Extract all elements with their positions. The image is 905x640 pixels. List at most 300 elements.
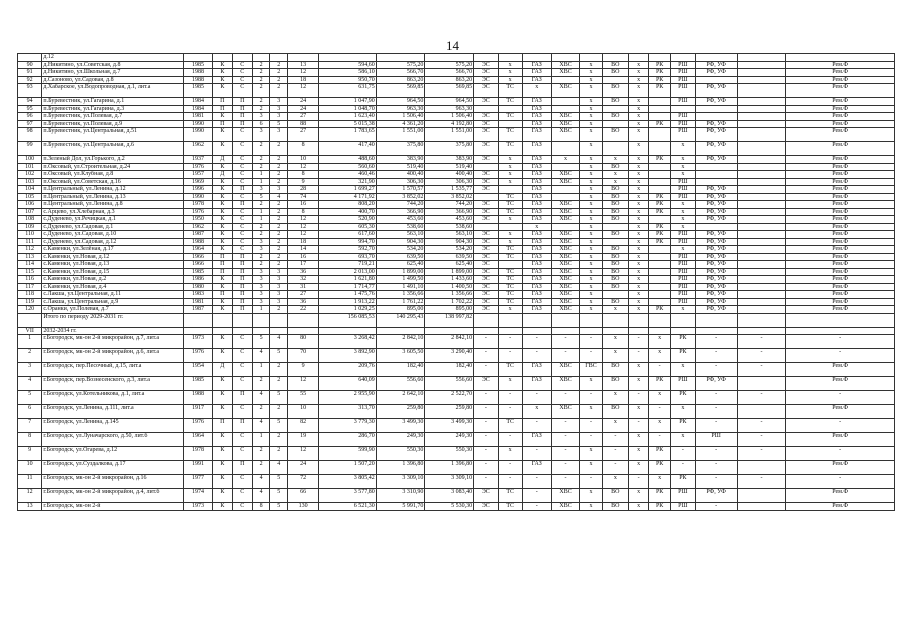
- table-cell: 3: [18, 363, 42, 377]
- table-cell: 5: [18, 391, 42, 405]
- table-cell: 102: [18, 171, 42, 179]
- table-cell: П: [232, 298, 252, 306]
- table-cell: 12: [288, 84, 319, 98]
- table-cell: 140 295,43: [376, 313, 425, 327]
- table-cell: 2: [252, 76, 270, 84]
- table-cell: [695, 178, 737, 186]
- table-cell: 2: [270, 216, 288, 224]
- table-cell: Итого по периоду 2029-2031 гг.: [42, 313, 184, 327]
- table-row: [18, 113, 895, 121]
- table-cell: [649, 298, 671, 306]
- table-cell: 116: [18, 276, 42, 284]
- table-cell: 2: [270, 377, 288, 391]
- table-cell: РК: [671, 335, 695, 349]
- table-cell: [498, 186, 522, 194]
- table-cell: К: [212, 186, 232, 194]
- table-row: [18, 223, 895, 231]
- table-cell: 4: [270, 461, 288, 475]
- table-cell: -: [498, 475, 522, 489]
- table-row: [18, 76, 895, 84]
- table-cell: ХВС: [551, 306, 580, 314]
- table-cell: [737, 76, 786, 84]
- table-cell: ЭС: [474, 201, 498, 209]
- table-cell: х: [649, 419, 671, 433]
- table-cell: -: [474, 433, 498, 447]
- table-cell: [270, 54, 288, 62]
- table-cell: ГАЗ: [522, 261, 551, 269]
- table-cell: х: [629, 283, 649, 291]
- table-cell: -: [786, 475, 895, 489]
- table-cell: С: [232, 433, 252, 447]
- table-cell: РФ, УФ: [695, 84, 737, 98]
- table-cell: 55: [288, 391, 319, 405]
- table-cell: [602, 223, 629, 231]
- table-cell: ЭС: [474, 377, 498, 391]
- table-cell: 95: [18, 105, 42, 113]
- table-cell: С: [232, 84, 252, 98]
- table-cell: РФ, УФ: [695, 142, 737, 156]
- table-cell: 2: [252, 253, 270, 261]
- table-cell: 24: [288, 98, 319, 106]
- table-cell: д.Хабарское, ул.Водопроводная, д.1, лит.а: [42, 84, 184, 98]
- table-cell: 1980: [184, 283, 213, 291]
- table-cell: Рем.Ф: [786, 261, 895, 269]
- table-cell: п.Буревестник, ул.Полевая, д.9: [42, 120, 184, 128]
- table-cell: [649, 216, 671, 224]
- table-cell: -: [695, 363, 737, 377]
- table-cell: ВО: [602, 377, 629, 391]
- table-cell: 963,30: [376, 105, 425, 113]
- table-cell: 904,30: [376, 238, 425, 246]
- table-cell: п.Оксовый, ул.Клубная, д.8: [42, 171, 184, 179]
- table-cell: 104: [18, 186, 42, 194]
- table-cell: [737, 54, 786, 62]
- table-cell: ЭС: [474, 306, 498, 314]
- table-cell: х: [580, 447, 602, 461]
- table-cell: 2: [270, 84, 288, 98]
- table-cell: х: [629, 291, 649, 299]
- table-cell: х: [649, 335, 671, 349]
- table-cell: 5: [270, 391, 288, 405]
- table-cell: 1917: [184, 405, 213, 419]
- table-cell: 994,70: [319, 238, 377, 246]
- table-cell: [232, 54, 252, 62]
- table-cell: ВО: [602, 503, 629, 511]
- table-cell: [649, 291, 671, 299]
- table-cell: -: [786, 349, 895, 363]
- table-cell: П: [212, 419, 232, 433]
- table-cell: 3: [270, 113, 288, 121]
- table-cell: С: [232, 171, 252, 179]
- table-cell: 120: [18, 306, 42, 314]
- table-cell: РШ: [671, 178, 695, 186]
- table-cell: ГВС: [580, 363, 602, 377]
- table-cell: [737, 120, 786, 128]
- table-row: [18, 186, 895, 194]
- table-cell: 4: [18, 377, 42, 391]
- table-cell: ХВС: [551, 377, 580, 391]
- table-cell: 560,60: [319, 163, 377, 171]
- table-cell: [649, 171, 671, 179]
- table-cell: К: [212, 84, 232, 98]
- table-cell: х: [580, 61, 602, 69]
- table-cell: ЭС: [474, 489, 498, 503]
- table-cell: ЭС: [474, 291, 498, 299]
- table-cell: 3 577,80: [319, 489, 377, 503]
- table-cell: К: [212, 306, 232, 314]
- table-cell: К: [212, 193, 232, 201]
- table-cell: х: [498, 306, 522, 314]
- table-cell: х: [629, 113, 649, 121]
- table-cell: 2: [270, 261, 288, 269]
- table-cell: х: [580, 142, 602, 156]
- table-cell: ХВС: [551, 216, 580, 224]
- table-cell: [737, 283, 786, 291]
- table-cell: 28: [288, 186, 319, 194]
- table-cell: 27: [288, 128, 319, 142]
- table-cell: х: [522, 405, 551, 419]
- table-cell: 400,40: [376, 171, 425, 179]
- table-cell: -: [786, 419, 895, 433]
- table-row: [18, 306, 895, 314]
- table-cell: 1950: [184, 216, 213, 224]
- table-cell: 5: [270, 475, 288, 489]
- table-cell: [18, 313, 42, 327]
- table-cell: -: [629, 475, 649, 489]
- table-cell: Рем.Ф: [786, 113, 895, 121]
- table-cell: 5: [252, 335, 270, 349]
- table-cell: [602, 313, 629, 327]
- table-cell: г.Богородск, мк-он 2-й: [42, 503, 184, 511]
- table-cell: х: [580, 208, 602, 216]
- table-cell: х: [671, 142, 695, 156]
- table-cell: Рем.Ф: [786, 171, 895, 179]
- table-cell: РФ, УФ: [695, 216, 737, 224]
- table-cell: ВО: [602, 216, 629, 224]
- table-cell: ГАЗ: [522, 363, 551, 377]
- table-cell: К: [212, 349, 232, 363]
- table-cell: 1987: [184, 231, 213, 239]
- table-cell: [474, 327, 498, 335]
- table-cell: [498, 54, 522, 62]
- table-cell: -: [474, 461, 498, 475]
- table-cell: 3: [270, 128, 288, 142]
- table-cell: 1 506,40: [376, 113, 425, 121]
- table-cell: К: [212, 246, 232, 254]
- table-cell: ЭС: [474, 503, 498, 511]
- table-cell: ЭС: [474, 246, 498, 254]
- table-cell: [498, 105, 522, 113]
- table-cell: 70: [288, 349, 319, 363]
- table-cell: х: [671, 216, 695, 224]
- table-cell: [737, 238, 786, 246]
- table-cell: ЭС: [474, 208, 498, 216]
- table-cell: П: [212, 98, 232, 106]
- table-cell: 74: [288, 193, 319, 201]
- table-cell: РШ: [671, 113, 695, 121]
- table-cell: х: [580, 306, 602, 314]
- table-cell: Рем.Ф: [786, 268, 895, 276]
- table-cell: ТС: [498, 98, 522, 106]
- table-cell: г.Богородск, мк-он 2-й микрорайон, д.4, лит.б: [42, 489, 184, 503]
- table-row: [18, 142, 895, 156]
- table-cell: х: [498, 171, 522, 179]
- table-cell: 3: [270, 186, 288, 194]
- table-cell: ВО: [602, 246, 629, 254]
- table-cell: [474, 313, 498, 327]
- table-cell: х: [671, 405, 695, 419]
- table-cell: РШ: [671, 69, 695, 77]
- table-cell: К: [212, 231, 232, 239]
- table-cell: [695, 105, 737, 113]
- table-cell: ХВС: [551, 261, 580, 269]
- table-cell: ЭС: [474, 186, 498, 194]
- table-cell: ХВС: [551, 69, 580, 77]
- table-cell: 2: [270, 156, 288, 164]
- table-cell: Рем.Ф: [786, 105, 895, 113]
- table-cell: П: [232, 391, 252, 405]
- table-cell: РШ: [695, 433, 737, 447]
- table-row: [18, 291, 895, 299]
- table-cell: С: [232, 208, 252, 216]
- table-cell: К: [212, 405, 232, 419]
- table-cell: [737, 201, 786, 209]
- table-cell: С: [232, 61, 252, 69]
- table-cell: С: [232, 475, 252, 489]
- table-cell: 599,90: [319, 447, 377, 461]
- table-cell: [629, 54, 649, 62]
- table-cell: 964,50: [376, 98, 425, 106]
- table-cell: х: [551, 156, 580, 164]
- table-cell: ВО: [602, 163, 629, 171]
- table-cell: 3: [252, 276, 270, 284]
- table-cell: РК: [649, 306, 671, 314]
- table-cell: 1 475,76: [319, 291, 377, 299]
- table-cell: ГАЗ: [522, 193, 551, 201]
- table-cell: -: [498, 461, 522, 475]
- table-cell: 2: [270, 171, 288, 179]
- table-cell: П: [232, 113, 252, 121]
- table-cell: г.Богородск, мк-он 2-й микрорайон, д.16: [42, 475, 184, 489]
- table-cell: [629, 327, 649, 335]
- table-cell: х: [629, 461, 649, 475]
- table-cell: с.Каменки, ул.Новая, д.13: [42, 261, 184, 269]
- table-cell: 3: [252, 128, 270, 142]
- table-cell: 4: [252, 419, 270, 433]
- table-cell: ГАЗ: [522, 163, 551, 171]
- table-cell: 91: [18, 69, 42, 77]
- table-cell: х: [671, 363, 695, 377]
- table-cell: [649, 283, 671, 291]
- table-cell: ТС: [498, 253, 522, 261]
- table-cell: ТС: [498, 268, 522, 276]
- table-cell: -: [474, 405, 498, 419]
- table-cell: 249,30: [425, 433, 474, 447]
- table-row: [18, 489, 895, 503]
- table-cell: 2 955,90: [319, 391, 377, 405]
- table-cell: ГАЗ: [522, 306, 551, 314]
- table-cell: ВО: [602, 98, 629, 106]
- table-cell: [737, 84, 786, 98]
- table-cell: П: [232, 276, 252, 284]
- table-cell: 8: [288, 171, 319, 179]
- table-cell: 1962: [184, 142, 213, 156]
- table-cell: К: [212, 489, 232, 503]
- table-cell: х: [498, 238, 522, 246]
- table-cell: х: [498, 231, 522, 239]
- table-cell: ВО: [602, 268, 629, 276]
- table-cell: [498, 223, 522, 231]
- table-row: [18, 433, 895, 447]
- table-cell: 1 899,00: [376, 268, 425, 276]
- table-cell: [498, 120, 522, 128]
- table-cell: Рем.Ф: [786, 128, 895, 142]
- table-cell: 12: [288, 69, 319, 77]
- table-cell: [737, 223, 786, 231]
- table-cell: -: [737, 433, 786, 447]
- table-cell: 105: [18, 193, 42, 201]
- table-cell: 3: [270, 98, 288, 106]
- table-cell: 12: [18, 489, 42, 503]
- table-cell: 2: [270, 363, 288, 377]
- table-cell: ЭС: [474, 156, 498, 164]
- table-cell: 3: [270, 283, 288, 291]
- table-cell: 2: [252, 461, 270, 475]
- table-cell: РШ: [671, 298, 695, 306]
- table-cell: 2: [252, 231, 270, 239]
- table-cell: РК: [671, 391, 695, 405]
- table-cell: 4: [252, 475, 270, 489]
- table-cell: 5: [270, 349, 288, 363]
- table-cell: [551, 313, 580, 327]
- table-cell: С: [232, 447, 252, 461]
- table-cell: -: [786, 447, 895, 461]
- table-cell: РФ, УФ: [695, 268, 737, 276]
- table-cell: [649, 246, 671, 254]
- table-cell: П: [232, 261, 252, 269]
- table-cell: 895,00: [425, 306, 474, 314]
- table-cell: -: [474, 363, 498, 377]
- table-cell: 2: [270, 69, 288, 77]
- table-cell: 3 892,90: [319, 349, 377, 363]
- table-cell: С: [232, 246, 252, 254]
- table-cell: 4 192,80: [425, 120, 474, 128]
- table-cell: ГАЗ: [522, 76, 551, 84]
- table-cell: [629, 313, 649, 327]
- table-cell: х: [580, 84, 602, 98]
- table-cell: 4: [270, 193, 288, 201]
- table-cell: 904,30: [425, 238, 474, 246]
- table-cell: РФ, УФ: [695, 120, 737, 128]
- table-cell: ГАЗ: [522, 208, 551, 216]
- table-cell: 9: [288, 363, 319, 377]
- table-cell: 550,30: [425, 447, 474, 461]
- table-cell: ТС: [498, 113, 522, 121]
- table-cell: х: [580, 98, 602, 106]
- table-cell: х: [580, 69, 602, 77]
- table-cell: 563,10: [425, 231, 474, 239]
- table-cell: РК: [671, 349, 695, 363]
- table-cell: РК: [649, 503, 671, 511]
- table-cell: 2: [18, 349, 42, 363]
- table-cell: х: [522, 223, 551, 231]
- table-cell: ВО: [602, 61, 629, 69]
- table-cell: 2: [252, 223, 270, 231]
- table-cell: 2: [270, 223, 288, 231]
- table-cell: [737, 253, 786, 261]
- table-cell: 2: [252, 105, 270, 113]
- table-cell: 950,70: [319, 76, 377, 84]
- table-cell: К: [212, 238, 232, 246]
- table-cell: 744,20: [376, 201, 425, 209]
- table-cell: 2032-2034 гг.: [42, 327, 184, 335]
- table-cell: [184, 313, 213, 327]
- table-cell: [737, 231, 786, 239]
- table-cell: [737, 291, 786, 299]
- table-cell: х: [629, 84, 649, 98]
- table-cell: с.Дуденево, ул.Садовая, д.1: [42, 223, 184, 231]
- table-cell: -: [498, 335, 522, 349]
- table-cell: ГАЗ: [522, 98, 551, 106]
- table-cell: -: [551, 475, 580, 489]
- table-cell: 27: [288, 113, 319, 121]
- table-row: [18, 461, 895, 475]
- table-cell: ГАЗ: [522, 377, 551, 391]
- table-cell: С: [232, 76, 252, 84]
- table-cell: 12: [288, 447, 319, 461]
- table-cell: 2: [252, 98, 270, 106]
- table-cell: х: [580, 246, 602, 254]
- table-cell: г.Богородск, ул.Котельникова, д.1, лит.а: [42, 391, 184, 405]
- table-cell: 1 356,66: [376, 291, 425, 299]
- table-cell: 2: [270, 246, 288, 254]
- table-cell: П: [232, 419, 252, 433]
- table-cell: [522, 54, 551, 62]
- table-cell: Рем.Ф: [786, 503, 895, 511]
- table-cell: ХВС: [551, 246, 580, 254]
- table-cell: [737, 276, 786, 284]
- table-cell: 1 899,00: [425, 268, 474, 276]
- table-cell: с.Лакша, ул.Центральная, д.9: [42, 298, 184, 306]
- table-cell: К: [212, 298, 232, 306]
- table-cell: -: [602, 447, 629, 461]
- table-cell: ХВС: [551, 84, 580, 98]
- table-cell: ХВС: [551, 238, 580, 246]
- table-cell: К: [212, 201, 232, 209]
- table-cell: 1985: [184, 268, 213, 276]
- table-cell: П: [232, 268, 252, 276]
- table-row: [18, 377, 895, 391]
- table-cell: -: [498, 391, 522, 405]
- table-cell: х: [498, 447, 522, 461]
- table-cell: 1: [252, 363, 270, 377]
- table-cell: с.Каменки, ул.Новая, д.12: [42, 253, 184, 261]
- table-cell: С: [232, 156, 252, 164]
- table-cell: [649, 142, 671, 156]
- table-cell: -: [649, 405, 671, 419]
- table-cell: 2: [270, 201, 288, 209]
- table-cell: 14: [288, 246, 319, 254]
- table-cell: ЭС: [474, 216, 498, 224]
- table-cell: 1976: [184, 163, 213, 171]
- table-cell: 18: [288, 76, 319, 84]
- table-row: [18, 193, 895, 201]
- table-cell: Рем.Ф: [786, 461, 895, 475]
- table-row: [18, 84, 895, 98]
- table-cell: 2: [252, 156, 270, 164]
- table-cell: С: [232, 503, 252, 511]
- table-row: [18, 261, 895, 269]
